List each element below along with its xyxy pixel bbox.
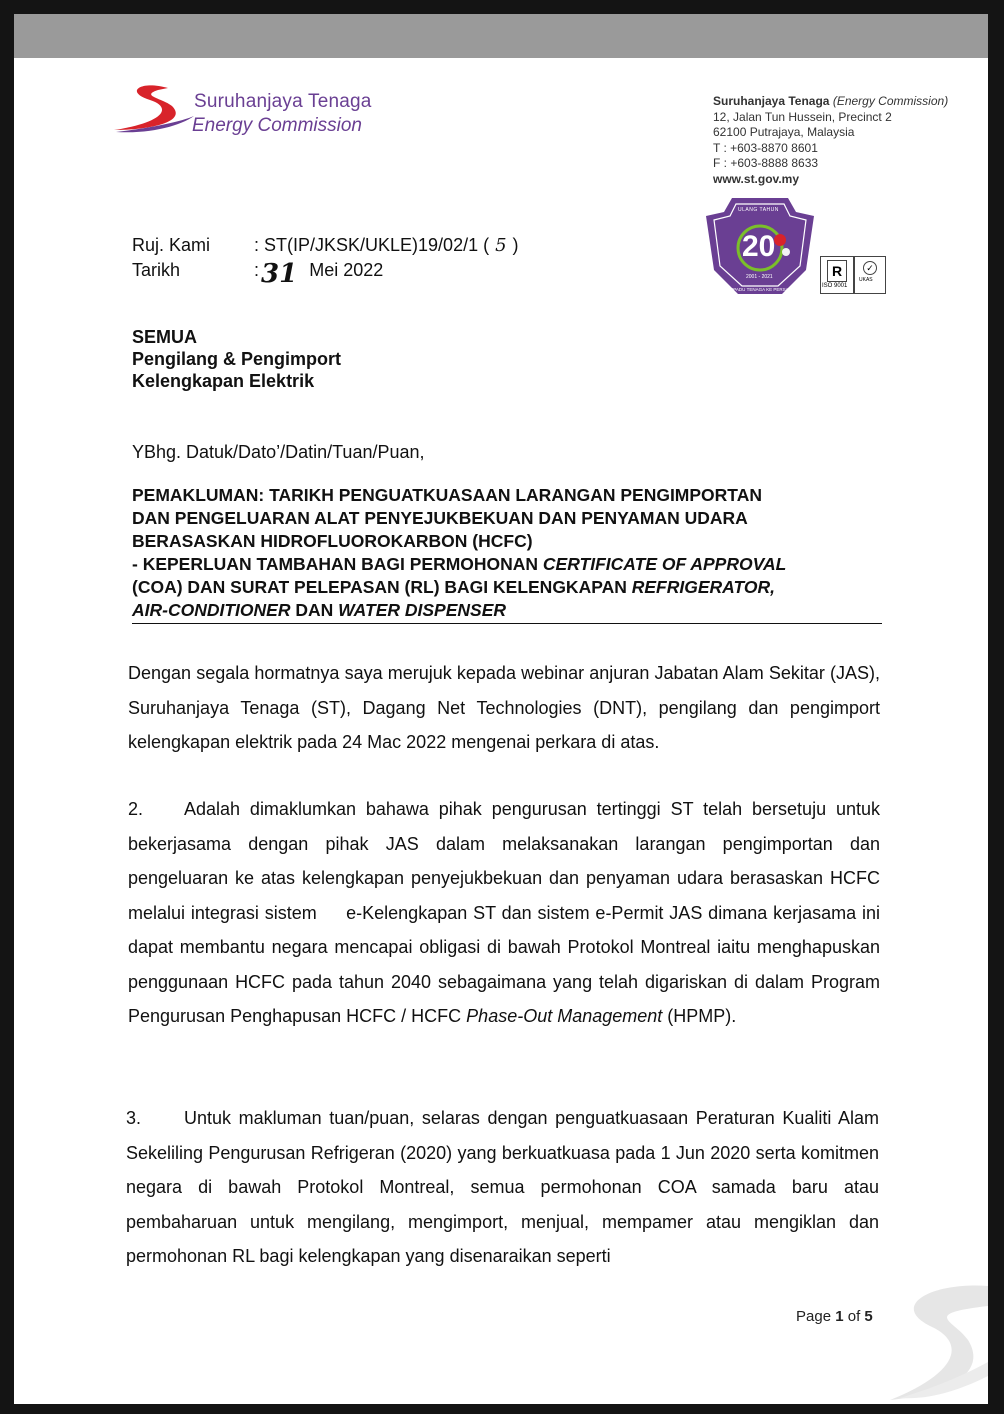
page-total: 5 (864, 1308, 873, 1325)
paragraph-2-italic: Phase-Out Management (466, 1006, 663, 1026)
st-logo (110, 78, 410, 138)
footer-swoosh-icon (870, 1276, 988, 1404)
st-swoosh-icon (110, 78, 200, 138)
date-colon: : (254, 260, 260, 280)
subject-line6-text: DAN (290, 600, 339, 620)
paragraph-1: Dengan segala hormatnya saya merujuk kepada webinar anjuran Jabatan Alam Sekitar (JAS), Suruhanjaya Tenaga (ST), Dagang Net Technologies (DNT), pengilang dan pengimport kelengkapan elektrik pada 24 Mac 2022 mengenai perkara di atas. (128, 663, 880, 752)
logo-name-malay: Suruhanjaya Tenaga (194, 91, 372, 112)
paragraph-2 (128, 792, 886, 1034)
subject-line2: DAN PENGELUARAN ALAT PENYEJUKBEKUAN DAN PENYAMAN UDARA (132, 508, 748, 528)
subject-line4 (132, 553, 882, 576)
subject-line1: PEMAKLUMAN: TARIKH PENGUATKUASAAN LARANGAN PENGIMPORTAN (132, 485, 762, 505)
anniversary-badge (702, 190, 818, 302)
subject-heading (132, 484, 882, 624)
subject-line6-italic-c: WATER DISPENSER (338, 600, 506, 620)
iso-cert-mark (820, 256, 854, 294)
paragraph-2-text: Adalah dimaklumkan bahawa pihak pengurusan tertinggi ST telah bersetuju untuk bekerjasama dengan pihak JAS dalam melaksanakan larangan pengimportan dan pengeluaran ke atas kelengkapan penyejukbekuan dan penyaman udara berasaskan HCFC melalui integrasi sistem e-Kelengkapan ST dan sistem e-Permit JAS dimana kerjasama ini dapat membantu negara mencapai obligasi di bawah Protokol Montreal iaitu menghapuskan penggunaan HCFC pada tahun 2040 sebagaimana yang telah digariskan di dalam Program Pengurusan Penghapusan HCFC / HCFC (128, 799, 886, 1026)
subject-line5-text: (COA) DAN SURAT PELEPASAN (RL) BAGI KELENGKAPAN (132, 577, 632, 597)
sender-address (713, 94, 983, 187)
ukas-label: UKAS (859, 277, 873, 283)
subject-line6 (132, 599, 882, 624)
date-handwritten-day: 31 (261, 259, 298, 289)
badge-top-text: ULANG TAHUN (738, 207, 779, 213)
ukas-cert-mark (854, 256, 886, 294)
reference-handwritten-number: 5 (495, 235, 507, 256)
badge-number: 20 (742, 230, 776, 263)
subject-line5-italic: REFRIGERATOR, (631, 577, 775, 597)
subject-line4-italic: CERTIFICATE OF APPROVAL (542, 554, 787, 574)
iso-label: ISO 9001 (822, 283, 848, 289)
address-fax: F : +603-8888 8633 (713, 156, 819, 170)
page-word: Page (796, 1308, 832, 1325)
paragraph-2-number: 2. (128, 799, 144, 819)
address-tel: T : +603-8870 8601 (713, 140, 818, 155)
subject-line5 (132, 576, 882, 599)
reference-row (132, 234, 612, 257)
reference-label: Ruj. Kami (132, 235, 211, 255)
page-current: 1 (835, 1308, 844, 1325)
subject-line6-italic-a: AIR-CONDITIONER (132, 600, 291, 620)
recipient-line2: Pengilang & Pengimport (132, 349, 342, 369)
reference-value: : ST(IP/JKSK/UKLE)19/02/1 ( (254, 235, 490, 255)
document-page (14, 14, 988, 1404)
ukas-crown-icon: ✓ (863, 261, 877, 275)
recipient-line3: Kelengkapan Elektrik (132, 371, 315, 391)
badge-years: 2001 - 2021 (746, 274, 773, 280)
reference-close: ) (512, 235, 519, 255)
address-line2: 62100 Putrajaya, Malaysia (713, 125, 855, 139)
date-label: Tarikh (132, 260, 181, 280)
recipient-block (132, 326, 341, 392)
subject-line3: BERASASKAN HIDROFLUOROKARBON (HCFC) (132, 531, 533, 551)
address-web: www.st.gov.my (713, 171, 800, 186)
org-name-english: (Energy Commission) (832, 94, 949, 108)
lr-icon: R (827, 260, 847, 282)
logo-name-english: Energy Commission (192, 115, 362, 136)
salutation: YBhg. Datuk/Dato’/Datin/Tuan/Puan, (132, 442, 425, 462)
paragraph-3-number: 3. (126, 1108, 142, 1128)
recipient-line1: SEMUA (132, 327, 198, 347)
scan-header-bar (14, 14, 988, 58)
page-number (796, 1308, 873, 1325)
badge-motto: BERPADU TENAGA KE PERSADA DUNIA (724, 287, 810, 292)
date-row (132, 257, 612, 289)
paragraph-2-end: (HPMP). (662, 1006, 737, 1026)
org-name: Suruhanjaya Tenaga (713, 94, 830, 108)
subject-line4-text: - KEPERLUAN TAMBAHAN BAGI PERMOHONAN (132, 554, 543, 574)
address-line1: 12, Jalan Tun Hussein, Precinct 2 (713, 109, 892, 124)
paragraph-3 (126, 1101, 879, 1274)
paragraph-3-text: Untuk makluman tuan/puan, selaras dengan penguatkuasaan Peraturan Kualiti Alam Sekeliling Pengurusan Refrigeran (2020) yang berkuatkuasa pada 1 Jun 2020 serta komitmen negara di bawah Protokol Montreal, semua permohonan COA samada baru atau pembaharuan untuk mengilang, mengimport, menjual, mempamer atau mengiklan dan permohonan RL bagi kelengkapan yang disenaraikan seperti (126, 1108, 879, 1266)
page-of: of (847, 1308, 861, 1325)
date-value: Mei 2022 (309, 260, 384, 280)
